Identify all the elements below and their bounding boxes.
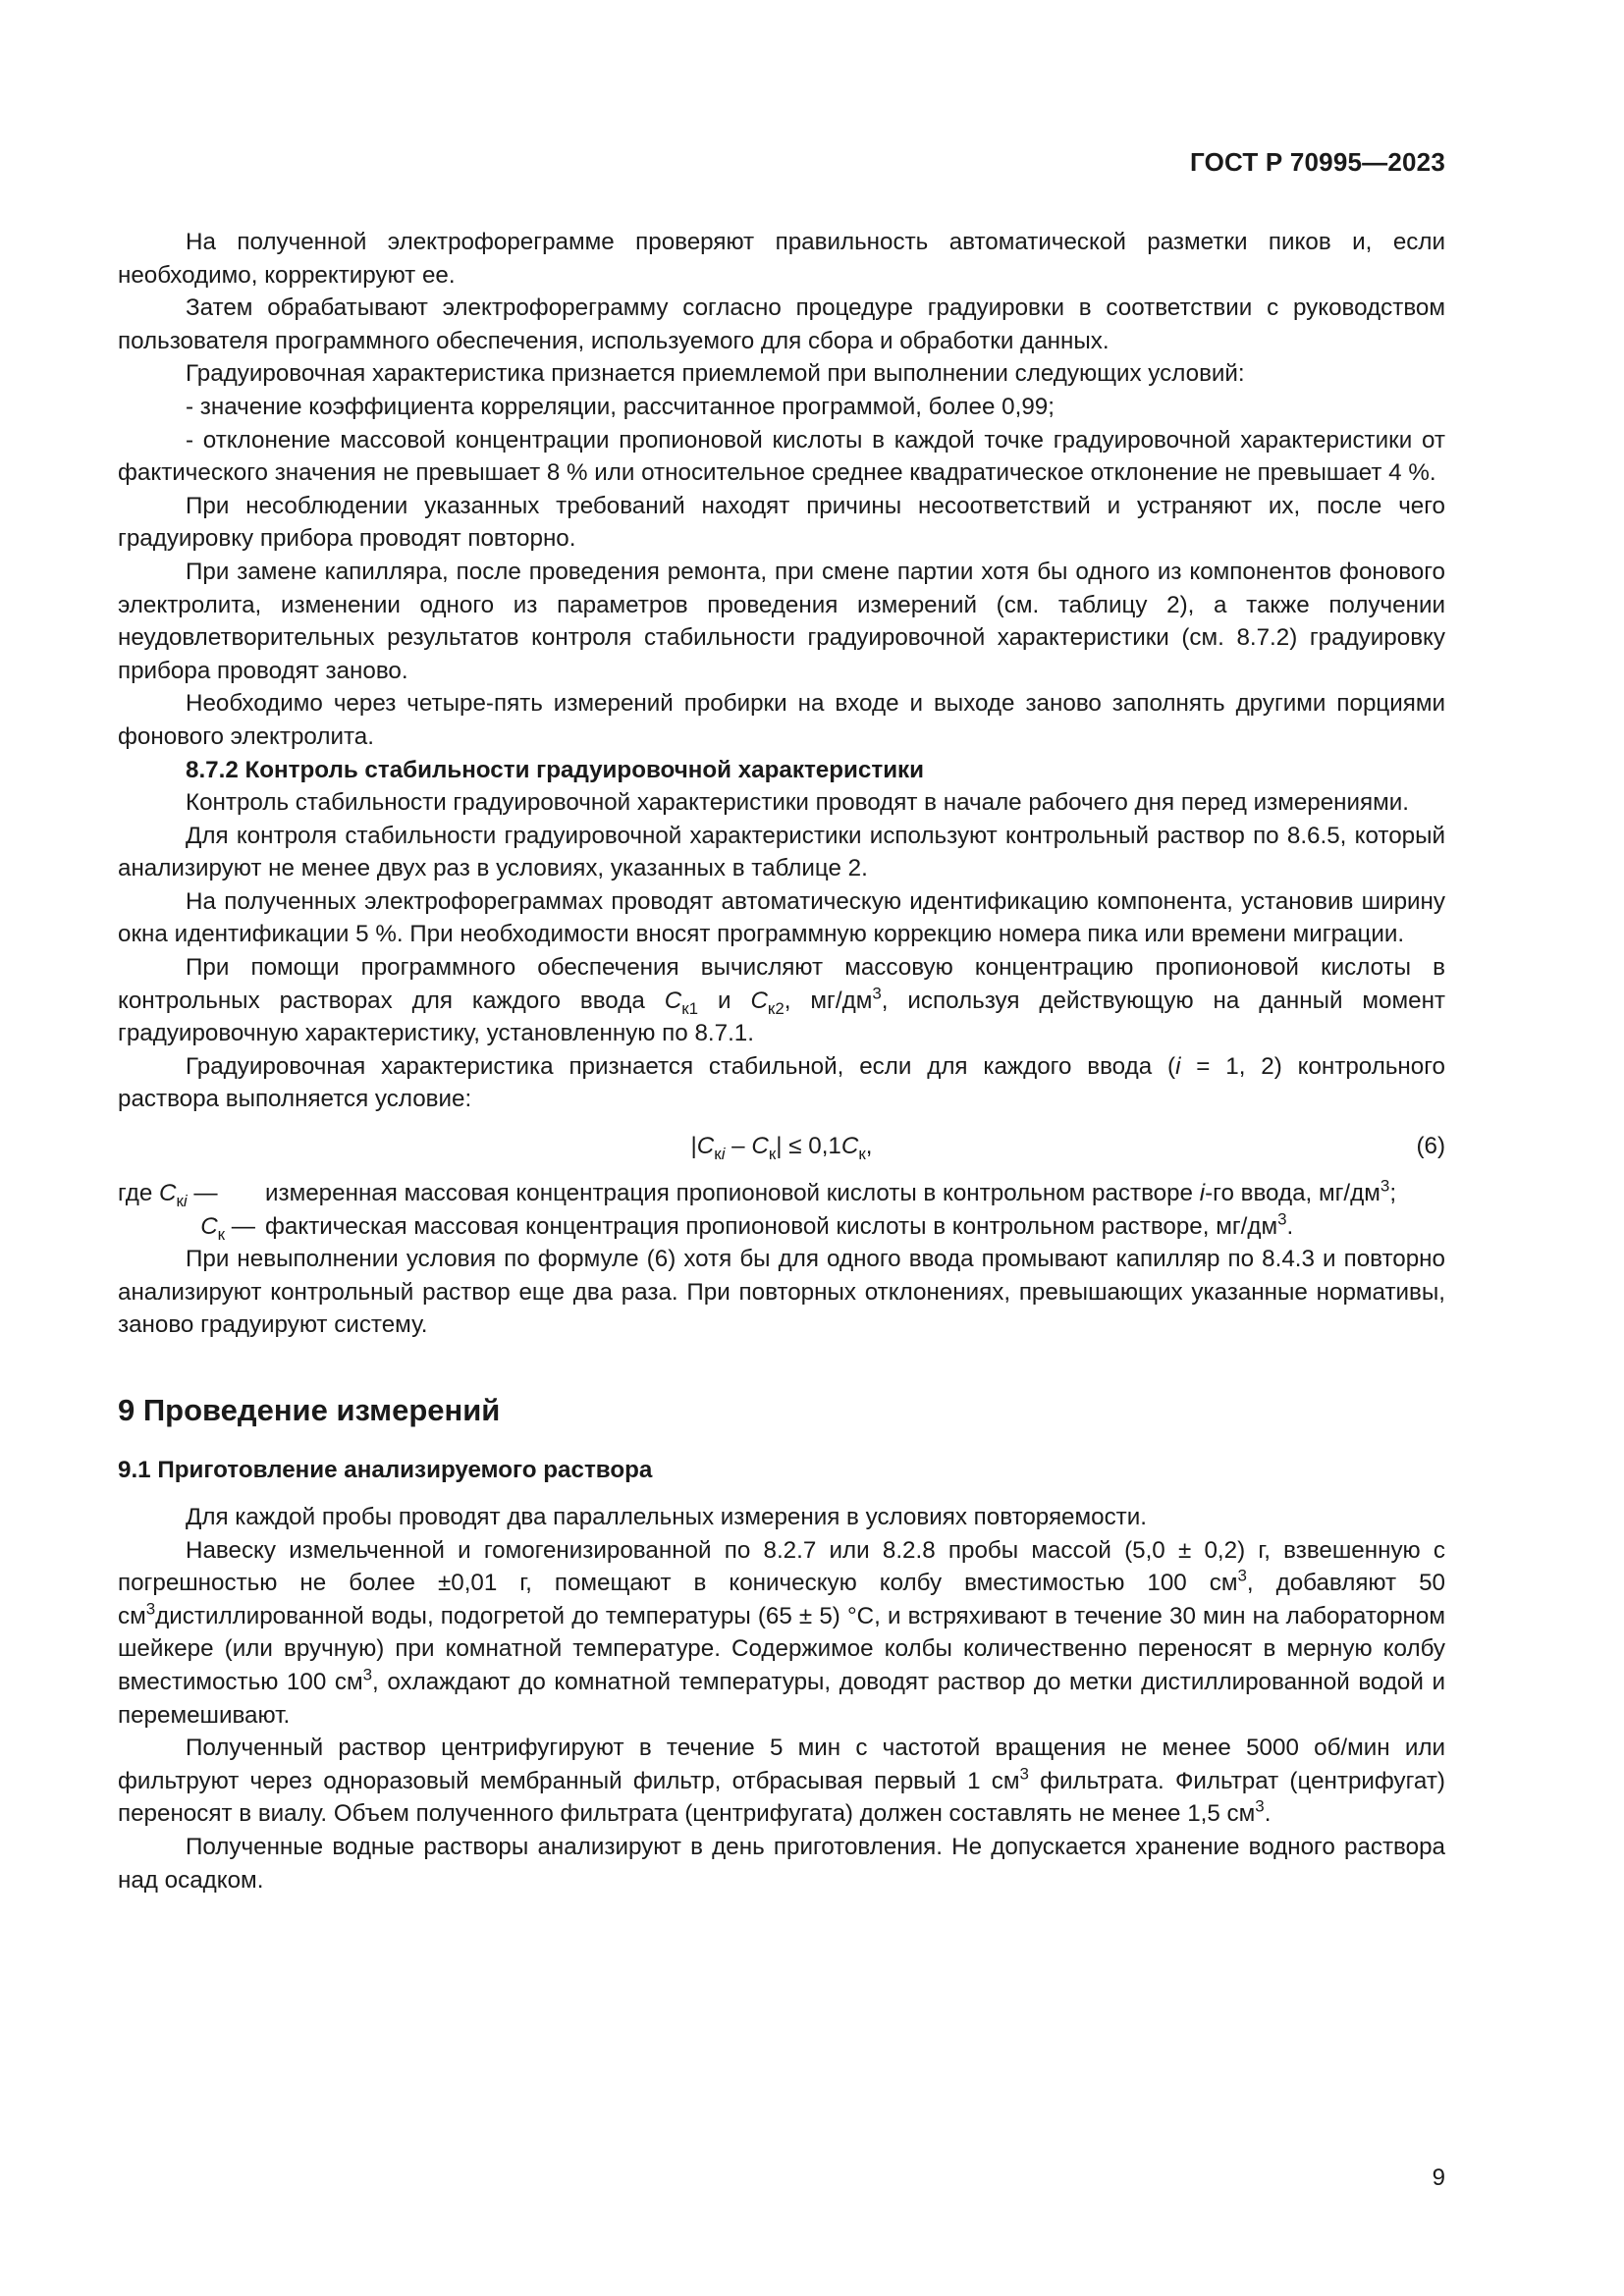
paragraph: На полученных электрофореграммах проводят автоматическую идентификацию компонента, установив ширину окна идентификации 5 %. При необходимости вносят программную коррекцию номера пика или времени миграции. xyxy=(118,887,1445,948)
paragraph-with-symbols: Полученный раствор центрифугируют в течение 5 мин с частотой вращения не менее 5000 об/мин или фильтруют через одноразовый мембранный фильтр, отбрасывая первый 1 $см^3$ фильтрата. Фильтрат (центрифугат) переносят в виалу. Объем полученного фильтрата (центрифугата) должен составлять не менее 1,5 $см^3$. xyxy=(118,1735,1445,1828)
section-heading-9: 9 Проведение измерений xyxy=(118,1393,501,1427)
paragraph: Для каждой пробы проводят два параллельных измерения в условиях повторяемости. xyxy=(186,1504,1147,1530)
list-item: - отклонение массовой концентрации пропионовой кислоты в каждой точке градуировочной характеристики от фактического значения не превышает 8 % или относительное среднее квадратическое отклонение не превышает 4 %. xyxy=(118,426,1445,487)
subsection-heading-8-7-2: 8.7.2 Контроль стабильности градуировочной характеристики xyxy=(186,756,925,783)
formula-expression: $|С_{кi} - С_к| \le 0,1С_к$, xyxy=(690,1133,873,1163)
where-clause-ki xyxy=(118,1177,1445,1210)
paragraph-with-symbols: Навеску измельченной и гомогенизированной по 8.2.7 или 8.2.8 пробы массой (5,0 ± 0,2) г, взвешенную с погрешностью не более ±0,01 г, помещают в коническую колбу вместимостью 100 $см^3$, добавляют 50 $см^3дистиллированной$ воды, подогретой до температуры (65 ± 5) °С, и встряхивают в течение 30 мин на лабораторном шейкере (или вручную) при комнатной температуре. Содержимое колбы количественно переносят в мерную колбу вместимостью 100 $см^3$, охлаждают до комнатной температуры, доводят раствор до метки дистиллированной водой и перемешивают. xyxy=(118,1536,1446,1729)
paragraph-with-symbols: Градуировочная характеристика признается стабильной, если для каждого ввода (i = 1, 2) контрольного раствора выполняется условие: xyxy=(118,1052,1445,1113)
where-label: где $С_{кi}$ — xyxy=(118,1180,218,1210)
paragraph: Необходимо через четыре-пять измерений пробирки на входе и выходе заново заполнять другими порциями фонового электролита. xyxy=(118,690,1445,750)
paragraph: Контроль стабильности градуировочной характеристики проводят в начале рабочего дня перед измерениями. xyxy=(186,789,1410,817)
paragraph: Для контроля стабильности градуировочной характеристики используют контрольный раствор по 8.6.5, который анализируют не менее двух раз в условиях, указанных в таблице 2. xyxy=(118,822,1445,882)
document-header: ГОСТ Р 70995—2023 xyxy=(1190,147,1445,177)
list-item: - значение коэффициента корреляции, рассчитанное программой, более 0,99; xyxy=(186,393,1055,420)
paragraph: При несоблюдении указанных требований находят причины несоответствий и устраняют их, после чего градуировку прибора проводят повторно. xyxy=(118,492,1445,553)
paragraph: При невыполнении условия по формуле (6) хотя бы для одного ввода промывают капилляр по 8.4.3 и повторно анализируют контрольный раствор еще два раза. При повторных отклонениях, превышающих указанные нормативы, заново градуируют систему. xyxy=(118,1246,1445,1339)
paragraph: При замене капилляра, после проведения ремонта, при смене партии хотя бы одного из компонентов фонового электролита, изменении одного из параметров проведения измерений (см. таблицу 2), а также получении неудовлетворительных результатов контроля стабильности градуировочной характеристики (см. 8.7.2) градуировку прибора проводят заново. xyxy=(118,558,1445,684)
paragraph-with-symbols: При помощи программного обеспечения вычисляют массовую концентрацию пропионовой кислоты в контрольных растворах для каждого ввода $С_{к1}$ и $С_{к2}$, $мг/дм^3$, используя действующую на данный момент градуировочную характеристику, установленную по 8.7.1. xyxy=(118,954,1446,1047)
where-description: измеренная массовая концентрация пропионовой кислоты в контрольном растворе i-го ввода, $мг/дм^3$; xyxy=(265,1176,1397,1207)
subsection-heading-9-1: 9.1 Приготовление анализируемого раствора xyxy=(118,1457,653,1483)
paragraph: Затем обрабатывают электрофореграмму согласно процедуре градуировки в соответствии с руководством пользователя программного обеспечения, используемого для сбора и обработки данных. xyxy=(118,294,1445,354)
paragraph: Градуировочная характеристика признается приемлемой при выполнении следующих условий: xyxy=(186,360,1245,388)
page-content xyxy=(118,226,1445,1896)
where-clause-k xyxy=(118,1210,1445,1244)
formula-number: (6) xyxy=(1416,1133,1445,1160)
document-page xyxy=(118,0,1445,2296)
where-description: фактическая массовая концентрация пропионовой кислоты в контрольном растворе, $мг/дм^3$. xyxy=(265,1209,1294,1240)
formula-6 xyxy=(118,1124,1445,1173)
page-number: 9 xyxy=(1432,2164,1445,2191)
paragraph: Полученные водные растворы анализируют в день приготовления. Не допускается хранение водного раствора над осадком. xyxy=(118,1833,1445,1894)
paragraph: На полученной электрофореграмме проверяют правильность автоматической разметки пиков и, если необходимо, корректируют ее. xyxy=(118,229,1445,289)
where-label: $С_к$ — xyxy=(200,1212,255,1244)
